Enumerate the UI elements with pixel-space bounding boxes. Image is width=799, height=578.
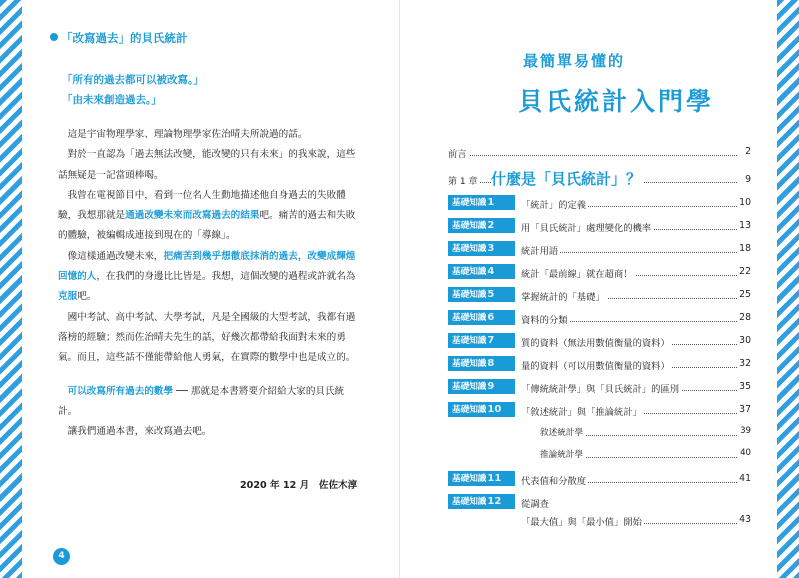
body-text — [58, 125, 358, 442]
chapter-label: 第 1 章 — [448, 174, 480, 187]
page-number: 4 — [53, 548, 70, 565]
highlight-text: 通過改變未來而改寫過去的結果 — [125, 210, 260, 222]
left-page — [50, 0, 370, 578]
signature: 2020 年 12 月 佐佐木淳 — [240, 480, 358, 491]
highlight-text: 可以改寫所有過去的數學 — [67, 385, 174, 397]
paragraph-3: 我曾在電視節目中，看到一位名人生動地描述他自身過去的失敗體驗，我想那就是通過改變未來而改寫過去的結果吧。痛苦的過去和失敗的體驗，被編輯成連接到現在的「導線」。 — [58, 189, 356, 242]
toc-entry[interactable]: 基礎知識7 質的資料（無法用數值衡量的資料） 30 — [448, 333, 751, 349]
toc-subentry[interactable]: 推論統計學 40 — [540, 448, 751, 460]
toc-entry[interactable]: 基礎知識9 「傳統統計學」與「貝氏統計」的區別 35 — [448, 379, 751, 395]
book-spine — [399, 0, 400, 578]
basic-knowledge-badge: 基礎知識7 — [448, 333, 515, 348]
quote-2: 「由未來創造過去。」 — [62, 94, 162, 106]
toc-entry[interactable]: 基礎知識4 統計「最前線」就在超商！ 22 — [448, 264, 751, 280]
paragraph-7: 讓我們通過本書，來改寫過去吧。 — [67, 426, 212, 438]
toc-chapter-1[interactable]: 第 1 章 什麼是「貝氏統計」？ 9 — [448, 170, 751, 188]
toc-entry[interactable]: 基礎知識6 資料的分類 28 — [448, 310, 751, 326]
basic-knowledge-badge: 基礎知識12 — [448, 494, 515, 509]
paragraph-4: 像這樣通過改變未來，把痛苦到幾乎想徹底抹消的過去，改變成輝煌回憶的人，在我們的身邊比比皆是。我想，這個改變的過程或許就名為克服吧。 — [58, 250, 356, 303]
basic-knowledge-badge: 基礎知識9 — [448, 379, 515, 394]
paragraph-1: 這是宇宙物理學家、理論物理學家佐治晴夫所說過的話。 — [67, 129, 308, 140]
basic-knowledge-badge: 基礎知識11 — [448, 471, 515, 486]
toc-entry[interactable]: 基礎知識12 從調查 「最大值」與「最小值」開始 43 — [448, 494, 751, 530]
toc-entry[interactable]: 基礎知識11 代表值和分散度 41 — [448, 471, 751, 487]
chapter-title: 什麼是「貝氏統計」？ — [491, 168, 644, 189]
basic-knowledge-badge: 基礎知識1 — [448, 195, 515, 210]
quote-1: 「所有的過去都可以被改寫。」 — [62, 74, 204, 86]
toc-entry[interactable]: 基礎知識5 掌握統計的「基礎」 25 — [448, 287, 751, 303]
basic-knowledge-badge: 基礎知識2 — [448, 218, 515, 233]
basic-knowledge-badge: 基礎知識8 — [448, 356, 515, 371]
basic-knowledge-badge: 基礎知識6 — [448, 310, 515, 325]
book-title-line-1: 最簡單易懂的 — [523, 52, 626, 70]
paragraph-2: 對於一直認為「過去無法改變，能改變的只有未來」的我來說，這些話無疑是一記當頭棒喝。 — [58, 149, 356, 181]
left-edge-stripe — [0, 0, 22, 578]
toc-subentry[interactable]: 敘述統計學 39 — [540, 426, 751, 438]
bullet-dot-icon — [50, 33, 58, 41]
paragraph-6: 可以改寫所有過去的數學 ── 那就是本書將要介紹給大家的貝氏統計。 — [58, 385, 345, 417]
highlight-text: 把痛苦到幾乎想徹底抹消的過去，改變成輝煌回憶的人 — [58, 250, 356, 283]
toc-entry[interactable]: 基礎知識2 用「貝氏統計」處理變化的機率 13 — [448, 218, 751, 234]
highlight-text: 克服 — [58, 291, 78, 303]
paragraph-5: 國中考試、高中考試、大學考試，凡是全國級的大型考試，我都有過落榜的經驗；然而佐治晴夫先生的話，好幾次都帶給我面對未來的勇氣。而且，這些話不僅能帶給他人勇氣，在實際的數學中也是成立的。 — [58, 311, 356, 364]
basic-knowledge-badge: 基礎知識5 — [448, 287, 515, 302]
basic-knowledge-badge: 基礎知識4 — [448, 264, 515, 279]
basic-knowledge-badge: 基礎知識10 — [448, 402, 515, 417]
book-title-line-2: 貝氏統計入門學 — [518, 87, 715, 116]
right-edge-stripe — [777, 0, 799, 578]
basic-knowledge-badge: 基礎知識3 — [448, 241, 515, 256]
toc-entry[interactable]: 基礎知識10 「敘述統計」與「推論統計」 37 — [448, 402, 751, 418]
toc-preface[interactable]: 前言 2 — [448, 146, 751, 160]
toc-entry[interactable]: 基礎知識3 統計用語 18 — [448, 241, 751, 257]
toc-entry[interactable]: 基礎知識8 量的資料（可以用數值衡量的資料） 32 — [448, 356, 751, 372]
section-title: 「改寫過去」的貝氏統計 — [50, 30, 188, 46]
toc-entry[interactable]: 基礎知識1 「統計」的定義 10 — [448, 195, 751, 211]
